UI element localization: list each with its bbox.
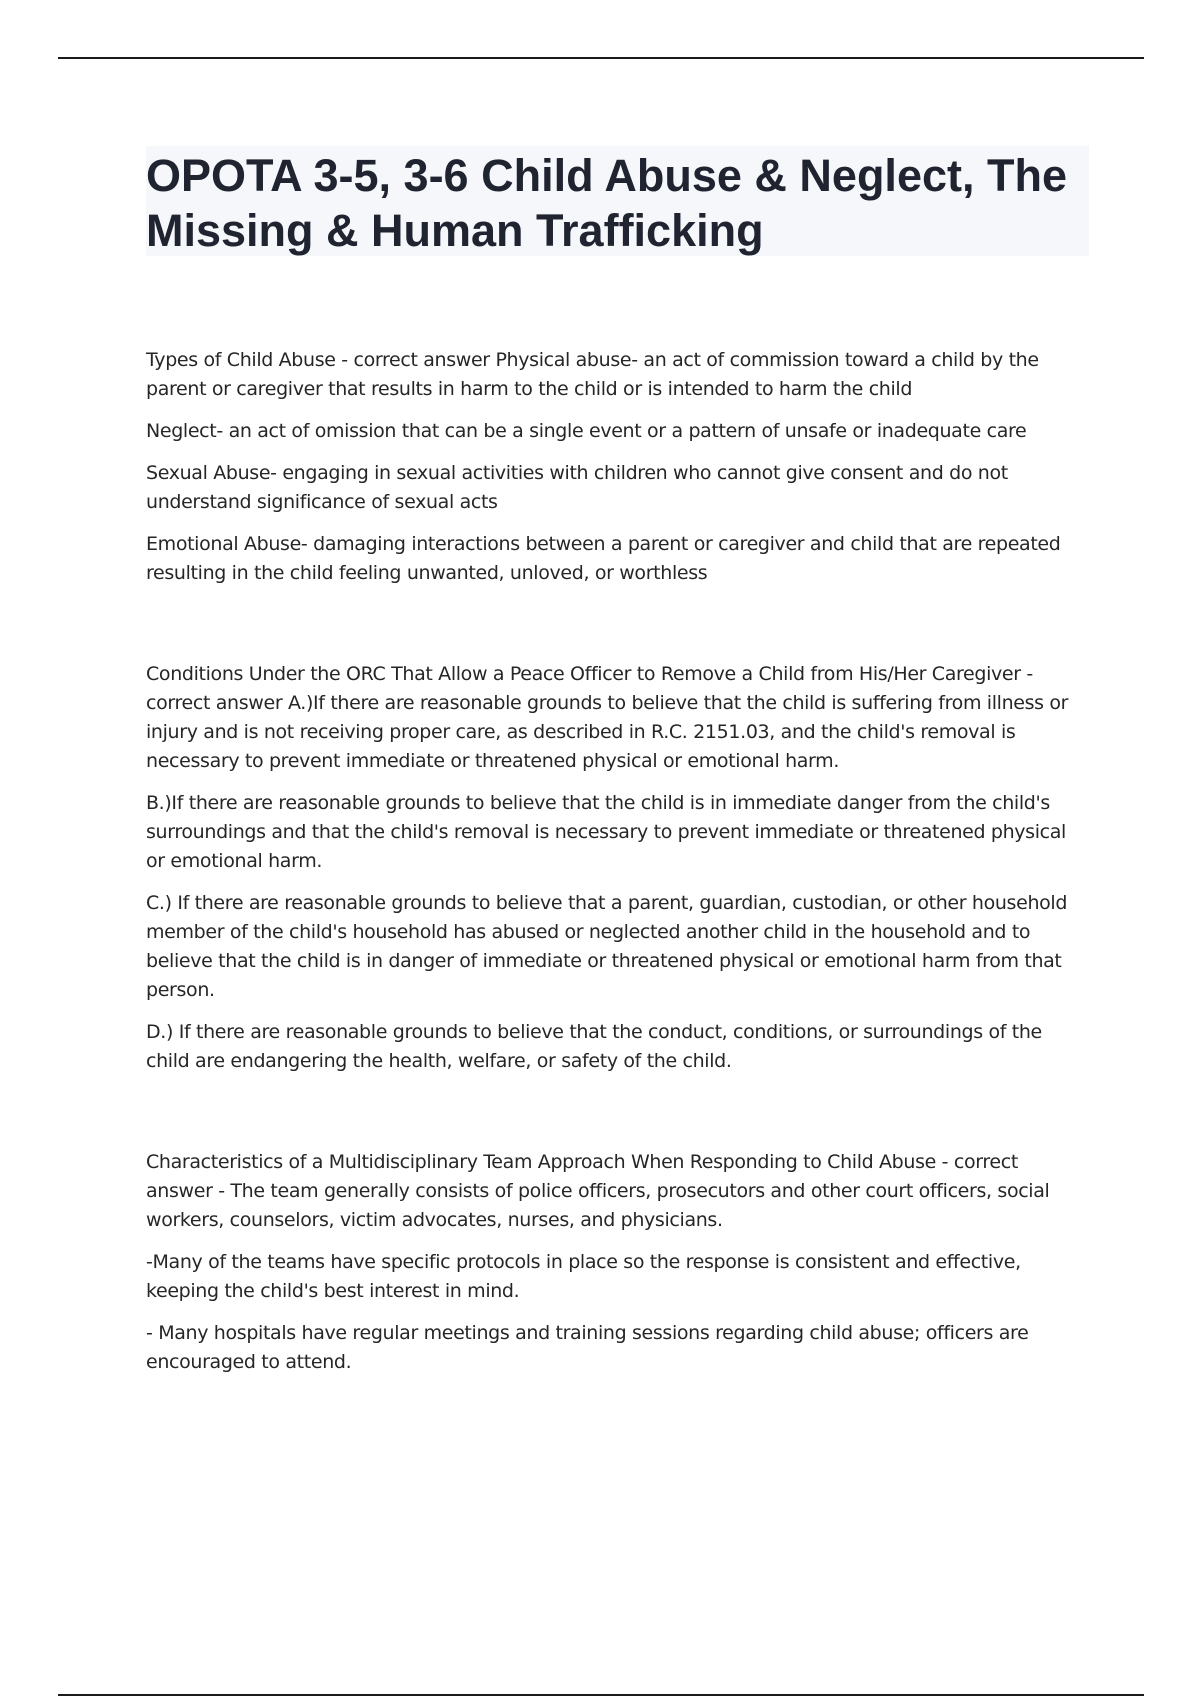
paragraph: - Many hospitals have regular meetings and training sessions regarding child abuse; officers are encouraged to attend. [146, 1322, 1029, 1373]
section-types-of-child-abuse [146, 346, 1088, 588]
paragraph: D.) If there are reasonable grounds to believe that the conduct, conditions, or surroundings of the child are endangering the health, welfare, or safety of the child. [146, 1021, 1042, 1072]
paragraph: Sexual Abuse- engaging in sexual activities with children who cannot give consent and do not understand significance of sexual acts [146, 462, 1008, 513]
paragraph: C.) If there are reasonable grounds to believe that a parent, guardian, custodian, or other household member of the child's household has abused or neglected another child in the household and to believe that the child is in danger of immediate or threatened physical or emotional harm from that person. [146, 892, 1068, 1001]
top-divider [58, 57, 1144, 59]
section-multidisciplinary-team [146, 1148, 1088, 1377]
page-title: OPOTA 3-5, 3-6 Child Abuse & Neglect, The Missing & Human Trafficking [146, 150, 1067, 256]
paragraph: Neglect- an act of omission that can be a single event or a pattern of unsafe or inadequate care [146, 420, 1027, 442]
paragraph: B.)If there are reasonable grounds to believe that the child is in immediate danger from the child's surroundings and that the child's removal is necessary to prevent immediate or threatened physical or emotional harm. [146, 792, 1066, 872]
document-body [146, 346, 1088, 1449]
section-removal-conditions [146, 660, 1088, 1076]
paragraph: Emotional Abuse- damaging interactions between a parent or caregiver and child that are repeated resulting in the child feeling unwanted, unloved, or worthless [146, 533, 1061, 584]
paragraph: Characteristics of a Multidisciplinary Team Approach When Responding to Child Abuse - correct answer - The team generally consists of police officers, prosecutors and other court officers, social workers, counselors, victim advocates, nurses, and physicians. [146, 1151, 1050, 1231]
paragraph: -Many of the teams have specific protocols in place so the response is consistent and effective, keeping the child's best interest in mind. [146, 1251, 1021, 1302]
paragraph: Types of Child Abuse - correct answer Physical abuse- an act of commission toward a child by the parent or caregiver that results in harm to the child or is intended to harm the child [146, 349, 1039, 400]
title-banner [146, 146, 1089, 256]
bottom-divider [58, 1694, 1144, 1696]
paragraph: Conditions Under the ORC That Allow a Peace Officer to Remove a Child from His/Her Caregiver - correct answer A.)If there are reasonable grounds to believe that the child is suffering from illness or injury and is not receiving proper care, as described in R.C. 2151.03, and the child's removal is necessary to prevent immediate or threatened physical or emotional harm. [146, 663, 1069, 772]
